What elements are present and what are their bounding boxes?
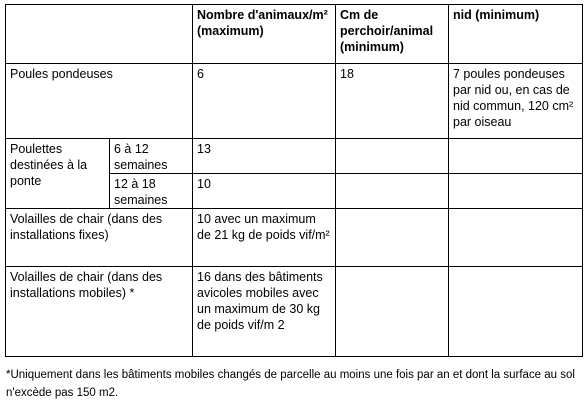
poultry-density-table [5,4,583,357]
nest-cell [449,267,583,357]
perch-cell [336,209,449,267]
header-empty-cell [6,5,193,64]
footnote: *Uniquement dans les bâtiments mobiles changés de parcelle au moins une fois par an et dont la surface au sol n'excède pas 150 m2. [6,369,575,399]
animals-cell: 16 dans des bâtiments avicoles mobiles avec un maximum de 30 kg de poids vif/m 2 [193,267,336,357]
header-animals-per-m2: Nombre d'animaux/m² (maximum) [193,5,336,64]
header-nest: nid (minimum) [449,5,583,64]
row-label: Volailles de chair (dans des installations mobiles) * [6,267,193,357]
perch-cell: 18 [336,64,449,139]
row-label: Poules pondeuses [6,64,193,139]
row-group-label: Poulettes destinées à la ponte [6,139,110,209]
animals-cell: 10 avec un maximum de 21 kg de poids vif/m² [193,209,336,267]
perch-cell [336,139,449,174]
table-row [6,209,583,267]
table-header-row [6,5,583,64]
nest-cell [449,209,583,267]
animals-cell: 13 [193,139,336,174]
nest-cell [449,139,583,174]
age-cell: 12 à 18 semaines [110,174,193,209]
animals-cell: 10 [193,174,336,209]
table-row [6,139,583,174]
animals-cell: 6 [193,64,336,139]
table-row [6,64,583,139]
table-row [6,267,583,357]
perch-cell [336,174,449,209]
age-cell: 6 à 12 semaines [110,139,193,174]
nest-cell [449,174,583,209]
row-label: Volailles de chair (dans des installations fixes) [6,209,193,267]
nest-cell: 7 poules pondeuses par nid ou, en cas de nid commun, 120 cm² par oiseau [449,64,583,139]
header-perch-cm: Cm de perchoir/animal (minimum) [336,5,449,64]
perch-cell [336,267,449,357]
